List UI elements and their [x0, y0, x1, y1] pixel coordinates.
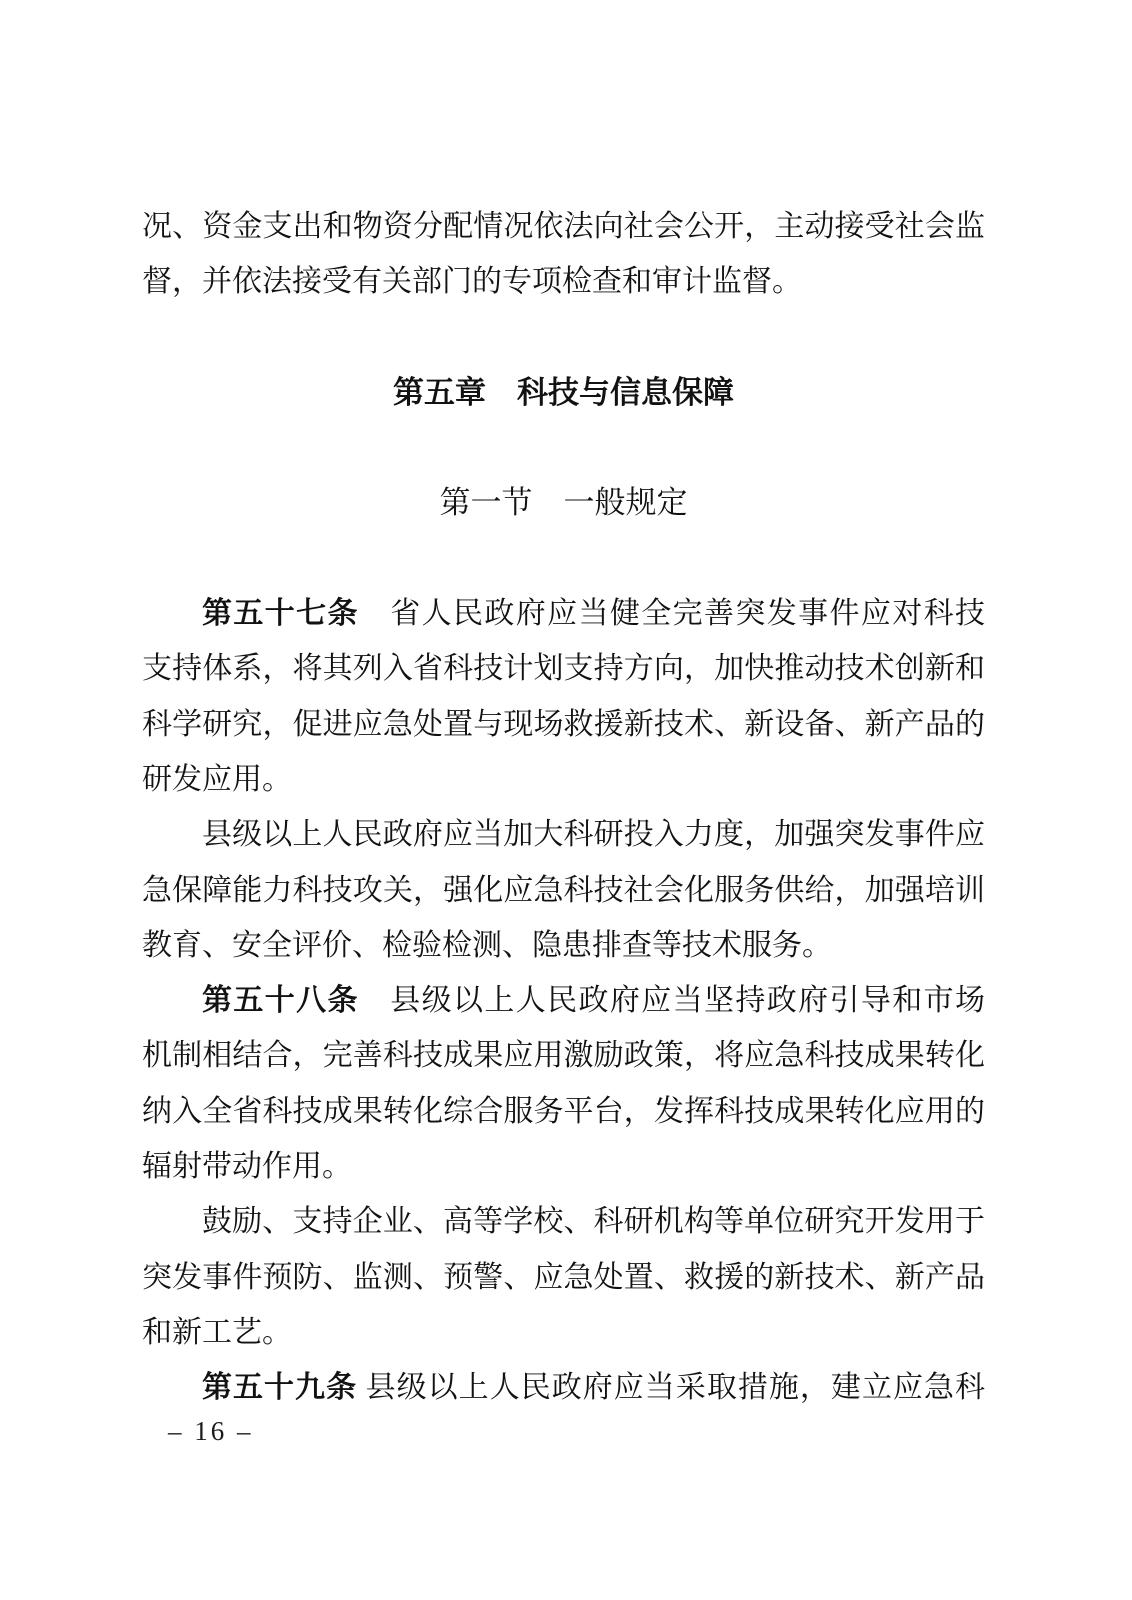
- text-line: 辐射带动作用。: [142, 1150, 352, 1184]
- article-number: 第五十七条: [202, 597, 391, 631]
- article-57-paragraph-2: [142, 807, 985, 973]
- text-line: 研发应用。: [142, 762, 292, 796]
- article-58-paragraph-2: [142, 1194, 985, 1360]
- text-line: 突发事件预防、监测、预警、应急处置、救援的新技术、新产品: [142, 1260, 985, 1294]
- text-line: 和新工艺。: [142, 1315, 292, 1349]
- text-line: 鼓励、支持企业、高等学校、科研机构等单位研究开发用于: [202, 1205, 985, 1239]
- article-number: 第五十九条: [202, 1371, 366, 1405]
- document-body: [142, 199, 985, 1416]
- article-59-paragraph: [142, 1360, 985, 1415]
- text-line: 督，并依法接受有关部门的专项检查和审计监督。: [142, 265, 802, 299]
- text-line: 科学研究，促进应急处置与现场救援新技术、新设备、新产品的: [142, 707, 985, 741]
- text-line: 机制相结合，完善科技成果应用激励政策，将应急科技成果转化: [142, 1039, 985, 1073]
- section-heading: 第一节 一般规定: [439, 485, 688, 521]
- text-line: 县级以上人民政府应当加大科研投入力度，加强突发事件应: [202, 818, 985, 852]
- text-line: 急保障能力科技攻关，强化应急科技社会化服务供给，加强培训: [142, 873, 985, 907]
- line-text: 县级以上人民政府应当坚持政府引导和市场: [390, 984, 985, 1018]
- chapter-heading: 第五章 科技与信息保障: [393, 374, 734, 410]
- text-line: [142, 973, 985, 1028]
- text-line: 况、资金支出和物资分配情况依法向社会公开，主动接受社会监: [142, 210, 985, 243]
- text-line: 支持体系，将其列入省科技计划支持方向，加快推动技术创新和: [142, 652, 985, 686]
- line-text: 县级以上人民政府应当采取措施，建立应急科: [365, 1371, 986, 1405]
- article-number: 第五十八条: [202, 984, 391, 1018]
- text-line: 纳入全省科技成果转化综合服务平台，发挥科技成果转化应用的: [142, 1094, 985, 1128]
- text-line: [142, 586, 985, 641]
- text-line: [142, 1360, 985, 1415]
- article-57-paragraph: [142, 586, 985, 807]
- continuation-paragraph: [142, 199, 985, 310]
- article-58-paragraph: [142, 973, 985, 1194]
- text-line: 教育、安全评价、检验检测、隐患排查等技术服务。: [142, 928, 832, 962]
- line-text: 省人民政府应当健全完善突发事件应对科技: [390, 597, 985, 631]
- page-number: – 16 –: [168, 1416, 254, 1446]
